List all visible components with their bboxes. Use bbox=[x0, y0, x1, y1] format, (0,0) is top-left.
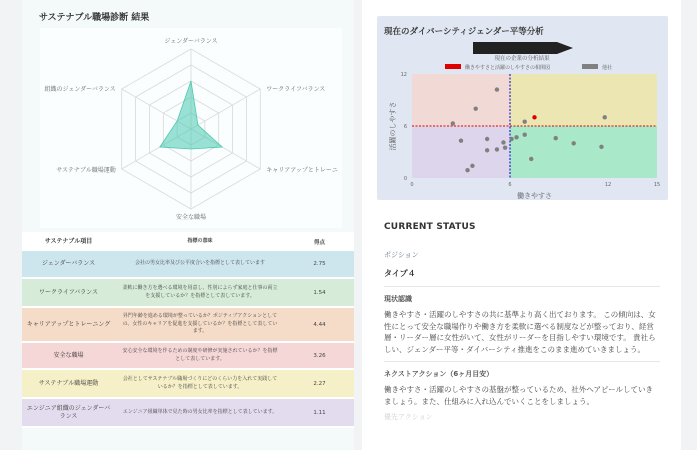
radar-value-area bbox=[160, 81, 222, 149]
radar-axis-label: ジェンダーバランス bbox=[164, 38, 218, 45]
quadrant-bottom-right bbox=[510, 126, 657, 178]
y-tick-label: 6 bbox=[403, 124, 407, 130]
next-action-label: ネクストアクション（6ヶ月目安） bbox=[384, 370, 494, 378]
y-tick-label: 12 bbox=[400, 72, 407, 78]
row-score: 4.44 bbox=[313, 321, 326, 328]
peer-point bbox=[485, 137, 489, 141]
chart-subtitle: 現在の企業の分析結果 bbox=[494, 56, 550, 62]
quadrant-bottom-left bbox=[412, 126, 510, 178]
current-text: 働きやすさ・活躍のしやすさの共に基準より高く出ております。 この傾向は、女性にとって安全な職場作りや働き方を柔軟に選べる制度などが整っており、経営層・リーダー層に女性がいて、女性がリーダーを目指しやすい環境です。 貴社らしい、ジェンダー平等・ダイバーシティ推進をこのまま進めていきましょう。 bbox=[384, 310, 656, 354]
radar-axis-label: キャリアアップとトレーニ bbox=[266, 167, 338, 174]
current-status-section bbox=[384, 222, 660, 422]
quadrant-top-right bbox=[510, 74, 657, 126]
radar-axis-label: 安全な職場 bbox=[175, 214, 207, 221]
radar-svg bbox=[40, 28, 342, 228]
radar-spoke bbox=[191, 89, 260, 129]
row-score: 2.27 bbox=[313, 380, 326, 387]
peer-point bbox=[523, 132, 527, 136]
row-score: 1.11 bbox=[313, 409, 326, 416]
row-meaning: 会社としてサステナブル職場づくりにどのくらい力を入れて実践しているか？を指標として表しています。 bbox=[122, 376, 278, 390]
status-heading: CURRENT STATUS bbox=[384, 222, 476, 232]
peer-point bbox=[451, 121, 455, 125]
position-label: ポジション bbox=[384, 251, 419, 259]
x-tick-label: 12 bbox=[604, 182, 612, 188]
next-action-text: 働きやすさ・活躍のしやすさの基盤が整っているため、社外へアピールしていきましょう。また、仕組みに入れ込んでいくことをしましょう。 bbox=[384, 385, 654, 406]
radar-axis-label: ワークライフバランス bbox=[266, 86, 326, 93]
position-value: タイプ４ bbox=[384, 269, 416, 278]
diagnosis-panel bbox=[22, 0, 354, 450]
peer-point bbox=[514, 135, 518, 139]
peer-point bbox=[509, 137, 513, 141]
table-row bbox=[22, 343, 354, 370]
peer-point bbox=[523, 119, 527, 123]
y-axis-label: 活躍のしやすさ bbox=[389, 101, 397, 151]
peer-point bbox=[501, 140, 505, 144]
peer-point bbox=[529, 157, 533, 161]
row-item: 安全な職場 bbox=[53, 351, 84, 359]
peer-point bbox=[599, 145, 603, 149]
peer-point bbox=[554, 136, 558, 140]
peer-point bbox=[495, 147, 499, 151]
row-meaning: 昇門年齢を進める環境が整っているか？ポジティブアクションとしての、女性のキャリアを促進を支援しているか？を指標として表しています。 bbox=[122, 313, 278, 335]
radar-axis-label: 組織のジェンダーバランス bbox=[44, 86, 116, 93]
legend-swatch-company bbox=[445, 64, 461, 69]
priority-action-label: 優先アクション bbox=[384, 413, 433, 421]
peer-point bbox=[465, 168, 469, 172]
row-score: 2.75 bbox=[313, 261, 326, 267]
peer-point bbox=[474, 106, 478, 110]
row-meaning: 安心安全な環境を作るための制度や研修が実施されているか？を指標として表しています。 bbox=[122, 348, 278, 362]
peer-point bbox=[603, 115, 607, 119]
current-label: 現状認識 bbox=[384, 295, 412, 303]
peer-point bbox=[459, 139, 463, 143]
x-tick-label: 15 bbox=[653, 182, 661, 188]
row-score: 3.26 bbox=[313, 352, 326, 359]
arrow-overlay bbox=[473, 42, 573, 54]
score-table bbox=[22, 232, 354, 428]
peer-point bbox=[470, 164, 474, 168]
header-meaning: 指標の意味 bbox=[187, 237, 213, 244]
peer-point bbox=[485, 148, 489, 152]
row-item: ワークライフバランス bbox=[39, 288, 98, 296]
quadrant-top-left bbox=[412, 74, 510, 126]
diagnosis-title: サステナブル職場診断 結果 bbox=[39, 13, 150, 23]
row-item: エンジニア組織のジェンダーバランス bbox=[26, 404, 111, 420]
radar-chart bbox=[40, 28, 342, 228]
row-item: キャリアアップとトレーニング bbox=[26, 320, 111, 328]
row-item: ジェンダーバランス bbox=[41, 260, 96, 267]
row-meaning: 柔軟に働き方を選べる環境を用意し、性別によらず家庭と仕事の両立を支援しているか？を指標として表しています。 bbox=[122, 285, 278, 299]
row-item: サステナブル職場運動 bbox=[38, 379, 99, 387]
legend-swatch-peers bbox=[582, 64, 598, 69]
y-tick-label: 0 bbox=[403, 176, 407, 182]
row-score: 1.54 bbox=[313, 289, 326, 296]
header-score: 得点 bbox=[313, 239, 325, 246]
radar-axis-label: サステナブル職場運動 bbox=[56, 167, 116, 174]
table-row bbox=[22, 279, 354, 308]
peer-point bbox=[572, 141, 576, 145]
table-row bbox=[22, 370, 354, 399]
x-axis-label: 働きやすさ bbox=[517, 192, 552, 200]
peer-point bbox=[495, 87, 499, 91]
table-header bbox=[22, 232, 354, 251]
row-meaning: エンジニア組織単体で見た時の男女比率を指標として表しています。 bbox=[122, 408, 278, 415]
x-tick-label: 6 bbox=[508, 182, 512, 188]
legend-label-peers: 他社 bbox=[602, 65, 613, 71]
header-item: サステナブル項目 bbox=[44, 237, 93, 245]
x-tick-label: 0 bbox=[410, 182, 414, 188]
table-row bbox=[22, 308, 354, 343]
row-meaning: 会社の男女比率及び公平度合いを指標として表しています bbox=[134, 260, 265, 267]
legend-label-company: 働きやすさと活躍のしやすさの相関図 bbox=[465, 65, 551, 71]
chart-title: 現在のダイバーシティジェンダー平等分析 bbox=[384, 27, 544, 37]
table-row bbox=[22, 399, 354, 428]
peer-point bbox=[503, 145, 507, 149]
table-row bbox=[22, 251, 354, 279]
analysis-panel bbox=[362, 0, 681, 450]
company-point bbox=[532, 115, 536, 119]
